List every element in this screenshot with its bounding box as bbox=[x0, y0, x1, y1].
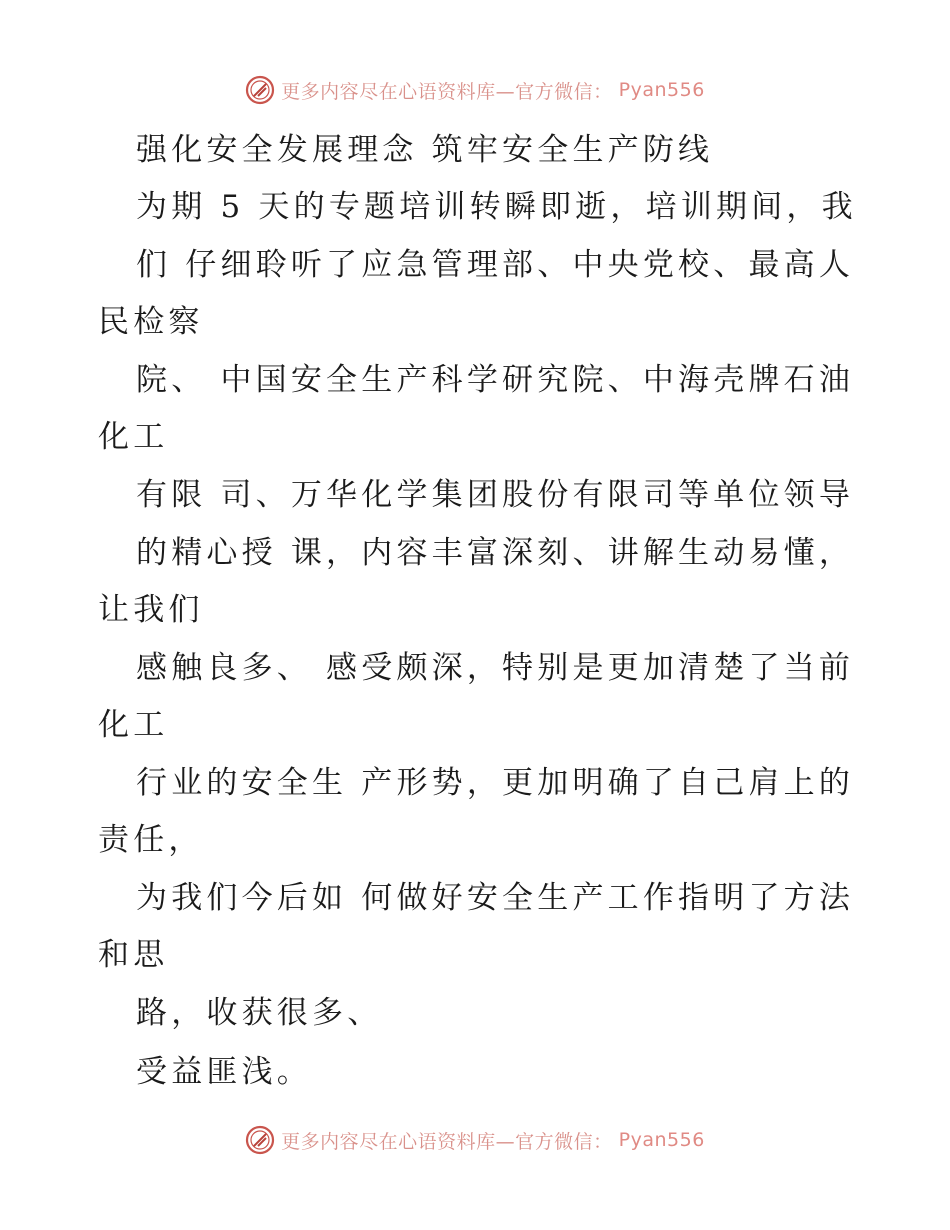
paragraph-line: 的精心授 课，内容丰富深刻、讲解生动易懂， bbox=[136, 535, 855, 571]
footer-watermark bbox=[0, 1120, 950, 1160]
document-title: 强化安全发展理念 筑牢安全生产防线 bbox=[136, 132, 714, 168]
paragraph-line: 为我们今后如 何做好安全生产工作指明了方法 bbox=[136, 880, 855, 916]
paragraph-line: 化工 bbox=[98, 707, 169, 743]
paragraph-line: 行业的安全生 产形势，更加明确了自己肩上的 bbox=[136, 765, 855, 801]
watermark-text: 更多内容尽在心语资料库—官方微信： bbox=[281, 1130, 613, 1153]
paragraph-line: 有限 司、万华化学集团股份有限司等单位领导 bbox=[136, 477, 855, 513]
paragraph-line: 和思 bbox=[98, 937, 169, 973]
paragraph-line: 们 仔细聆听了应急管理部、中央党校、最高人 bbox=[136, 247, 855, 283]
header-watermark bbox=[0, 70, 950, 110]
seal-logo-icon bbox=[245, 1125, 275, 1155]
paragraph-line: 感触良多、 感受颇深，特别是更加清楚了当前 bbox=[136, 650, 855, 686]
paragraph-line: 路，收获很多、 bbox=[136, 995, 383, 1031]
paragraph-line: 民检察 bbox=[98, 304, 204, 340]
watermark-wechat-id: Pyan556 bbox=[618, 79, 705, 101]
paragraph-line: 化工 bbox=[98, 419, 169, 455]
paragraph-line: 让我们 bbox=[98, 592, 204, 628]
paragraph-line: 院、 中国安全生产科学研究院、中海壳牌石油 bbox=[136, 362, 855, 398]
watermark-text: 更多内容尽在心语资料库—官方微信： bbox=[281, 80, 613, 103]
watermark-wechat-id: Pyan556 bbox=[618, 1129, 705, 1151]
seal-logo-icon bbox=[245, 75, 275, 105]
paragraph-line: 责任， bbox=[98, 822, 204, 858]
paragraph-line: 受益匪浅。 bbox=[136, 1054, 312, 1090]
paragraph-line: 为期 5 天的专题培训转瞬即逝，培训期间，我 bbox=[136, 189, 857, 225]
